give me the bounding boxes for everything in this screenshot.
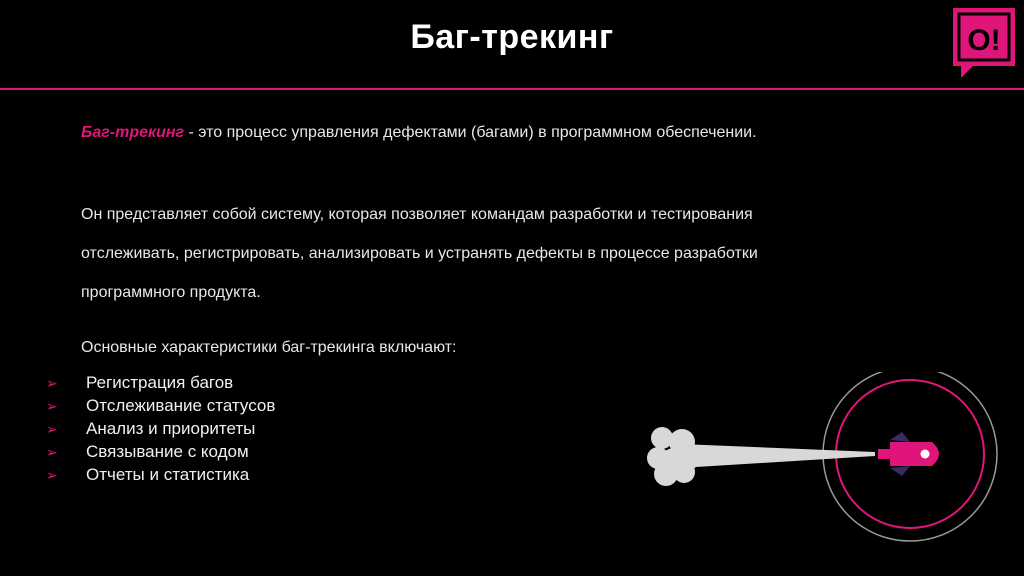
smoke-trail (680, 444, 875, 468)
list-item: ➢ Отчеты и статистика (46, 463, 275, 486)
arrow-bullet-icon: ➢ (46, 398, 58, 414)
slide-title: Баг-трекинг (410, 18, 614, 56)
features-heading: Основные характеристики баг-трекинга включают: (81, 339, 457, 356)
smoke-cloud-icon (647, 427, 700, 486)
arrow-bullet-icon: ➢ (46, 444, 58, 460)
description-line-2: отслеживать, регистрировать, анализировать и устранять дефекты в процессе разработки (81, 245, 758, 262)
list-item: ➢ Связывание с кодом (46, 440, 275, 463)
description-line-3: программного продукта. (81, 284, 261, 301)
arrow-bullet-icon: ➢ (46, 467, 58, 483)
arrow-bullet-icon: ➢ (46, 421, 58, 437)
list-item: ➢ Анализ и приоритеты (46, 417, 275, 440)
features-list (46, 371, 275, 486)
intro-term: Баг-трекинг (81, 124, 185, 141)
intro-definition: - это процесс управления дефектами (багами) в программном обеспечении. (184, 124, 757, 141)
rocket-icon (878, 432, 939, 476)
list-item: ➢ Отслеживание статусов (46, 394, 275, 417)
list-item: ➢ Регистрация багов (46, 371, 275, 394)
description-line-1: Он представляет собой систему, которая позволяет командам разработки и тестирования (81, 206, 753, 223)
arrow-bullet-icon: ➢ (46, 375, 58, 391)
logo-text: O! (967, 24, 1001, 57)
title-divider (0, 88, 1024, 90)
rocket-illustration (640, 372, 1020, 562)
logo-icon (951, 6, 1017, 80)
intro-paragraph (81, 124, 757, 142)
